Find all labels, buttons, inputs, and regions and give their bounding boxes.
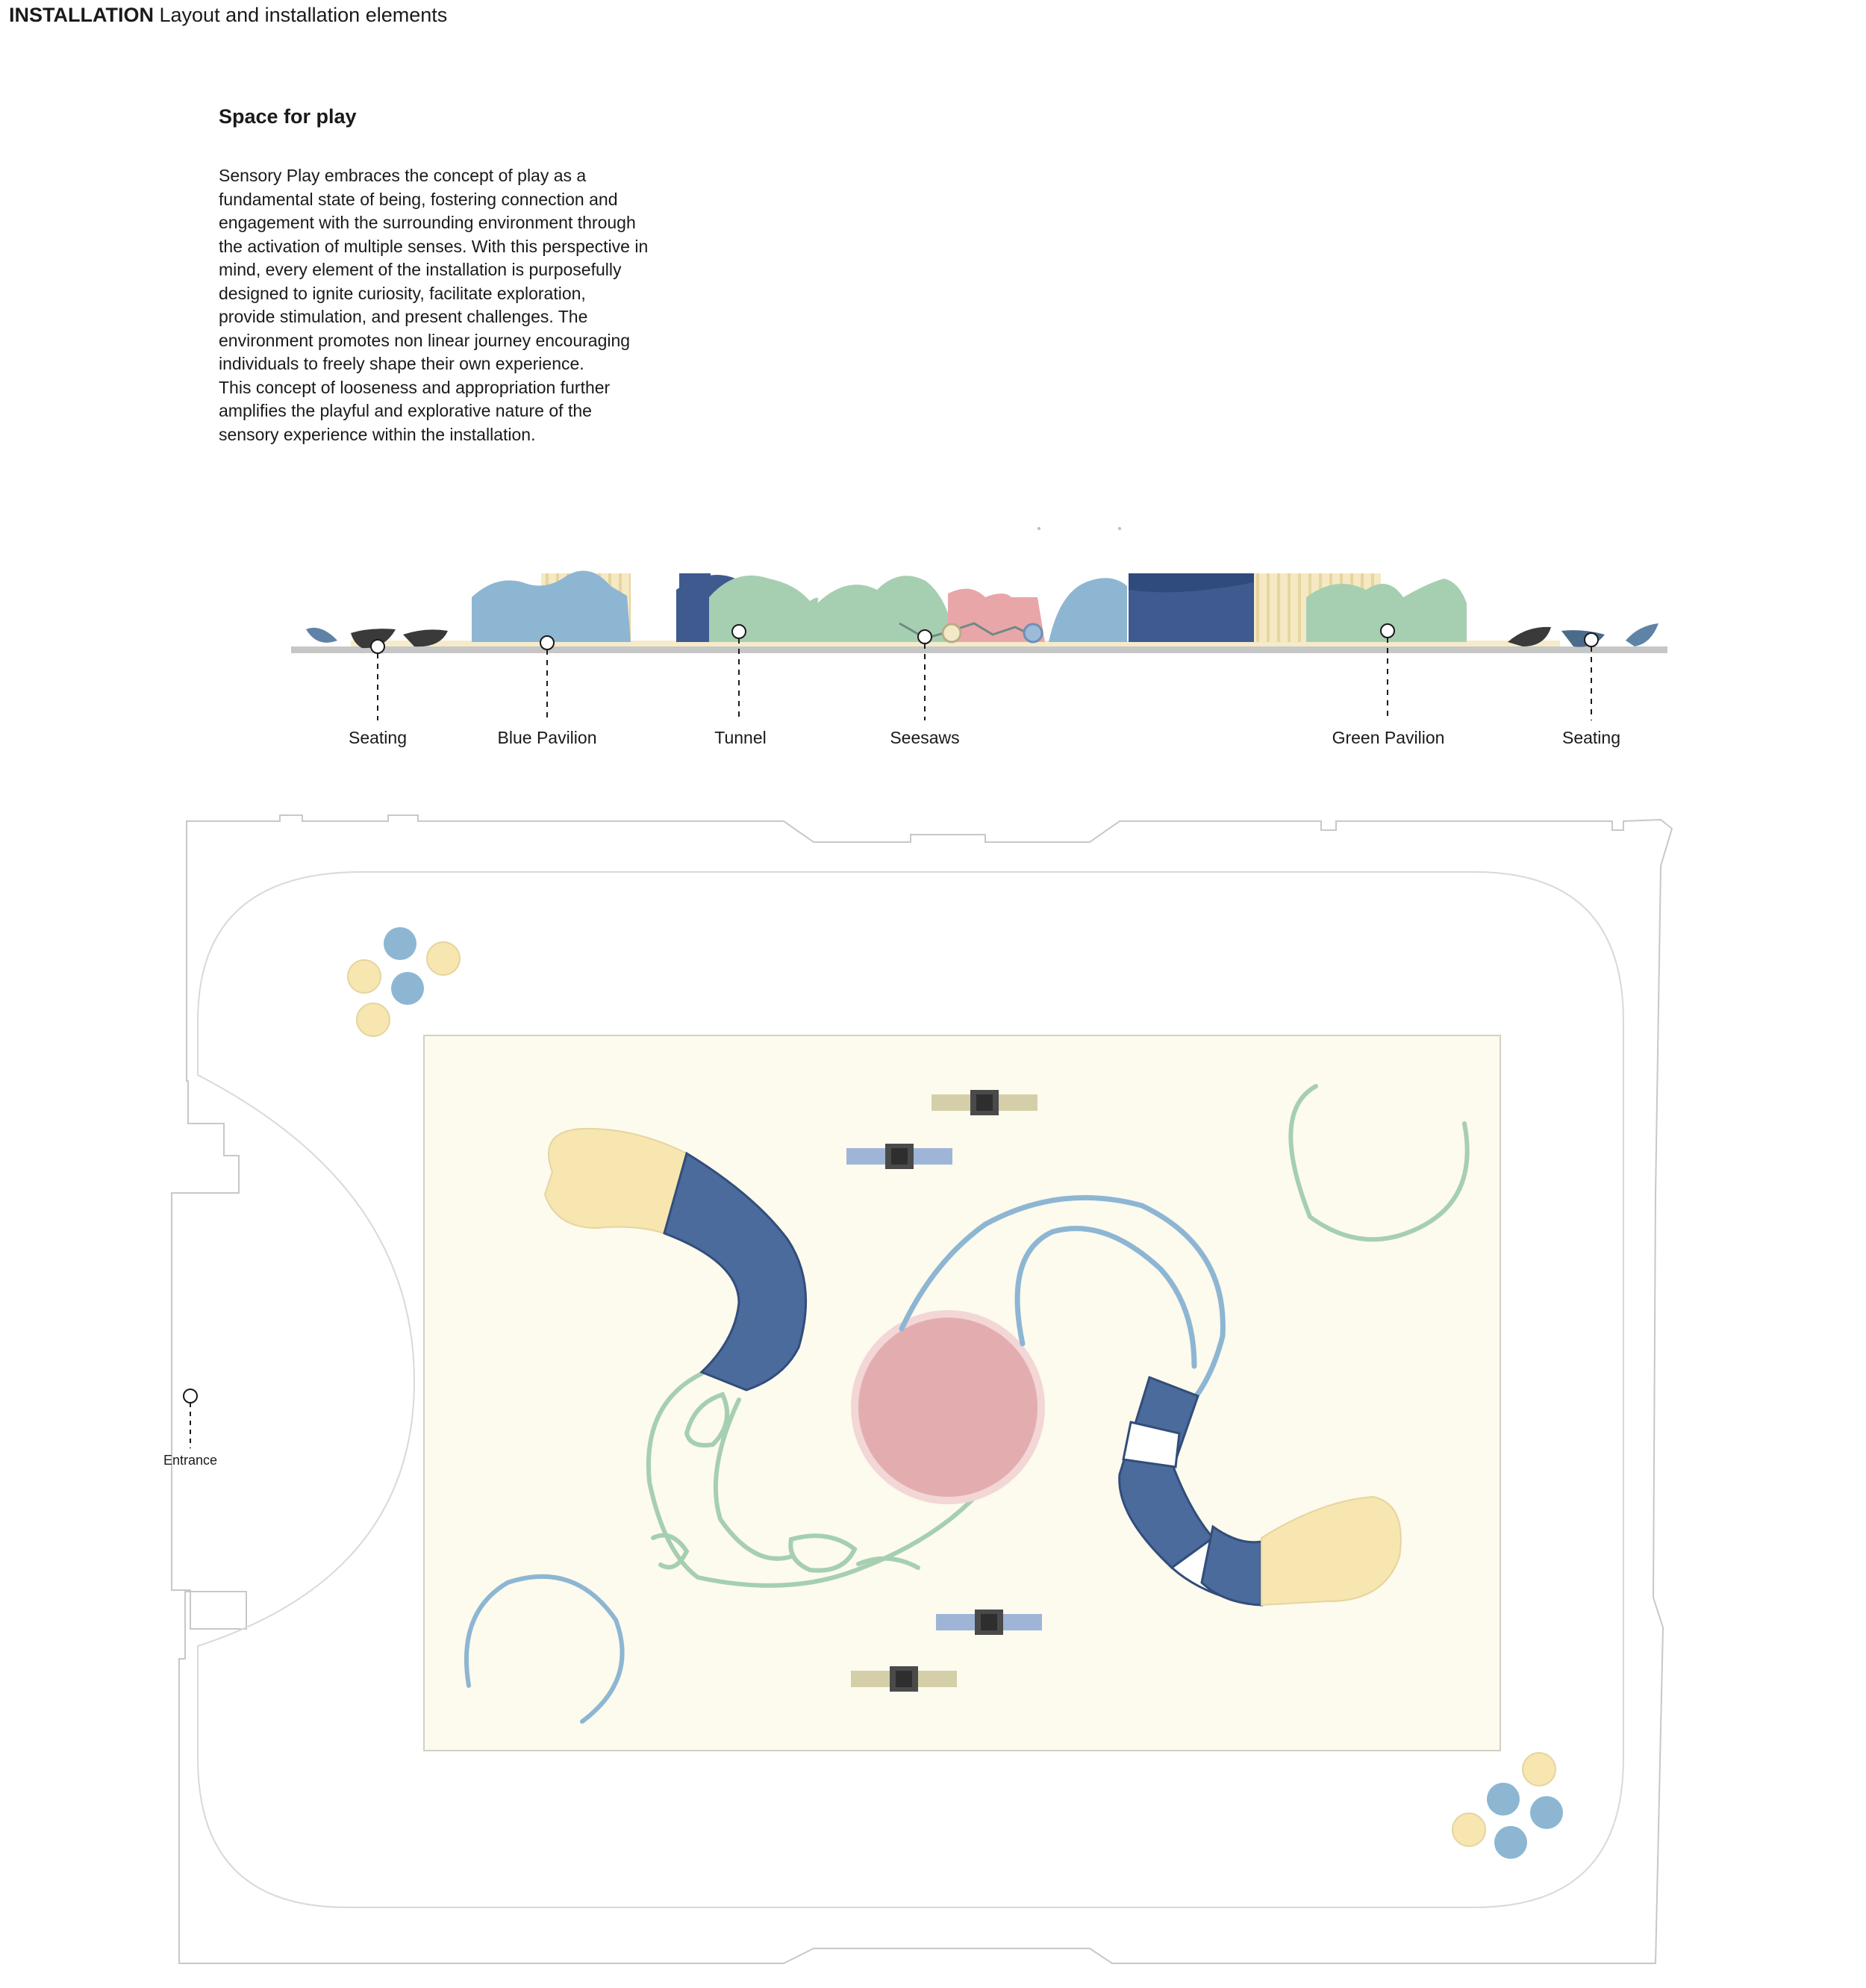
entrance-label: Entrance (163, 1453, 218, 1468)
callout-seating-left (371, 640, 384, 720)
label-blue-pavilion: Blue Pavilion (497, 728, 597, 747)
page-header-section: INSTALLATION (9, 4, 154, 26)
site-plan (163, 815, 1672, 1963)
label-green-pavilion: Green Pavilion (1332, 728, 1445, 747)
central-pink-circle (855, 1314, 1041, 1501)
label-tunnel: Tunnel (714, 728, 767, 747)
label-seating-right: Seating (1561, 728, 1621, 747)
elevation-ground (291, 646, 1667, 653)
entrance-marker (184, 1389, 197, 1448)
tunnel-elevation (709, 576, 1127, 642)
section-description: Sensory Play embraces the concept of play as a fundamental state of being, fostering connection and engagement with the surrounding environment through the activation of multiple senses. With this perspective in mind, every element of the installation is purposefully designed to ignite curiosity, facilitate exploration, provide stimulation, and present challenges. The environment promotes non linear journey encouraging individuals to freely shape their own experience. This concept of looseness and appropriation further amplifies the playful and explorative nature of the sensory experience within the installation. (219, 166, 649, 444)
green-pavilion-elevation (1129, 573, 1467, 642)
page-header-subtitle: Layout and installation elements (159, 4, 448, 26)
label-seating-left: Seating (348, 728, 408, 747)
label-seesaws: Seesaws (890, 728, 960, 747)
elevation-view (291, 527, 1667, 747)
seating-cluster-top-left (348, 927, 460, 1036)
section-title: Space for play (219, 105, 357, 128)
seating-cluster-bottom-right (1452, 1753, 1563, 1859)
seating-right-elevation (1508, 623, 1659, 647)
